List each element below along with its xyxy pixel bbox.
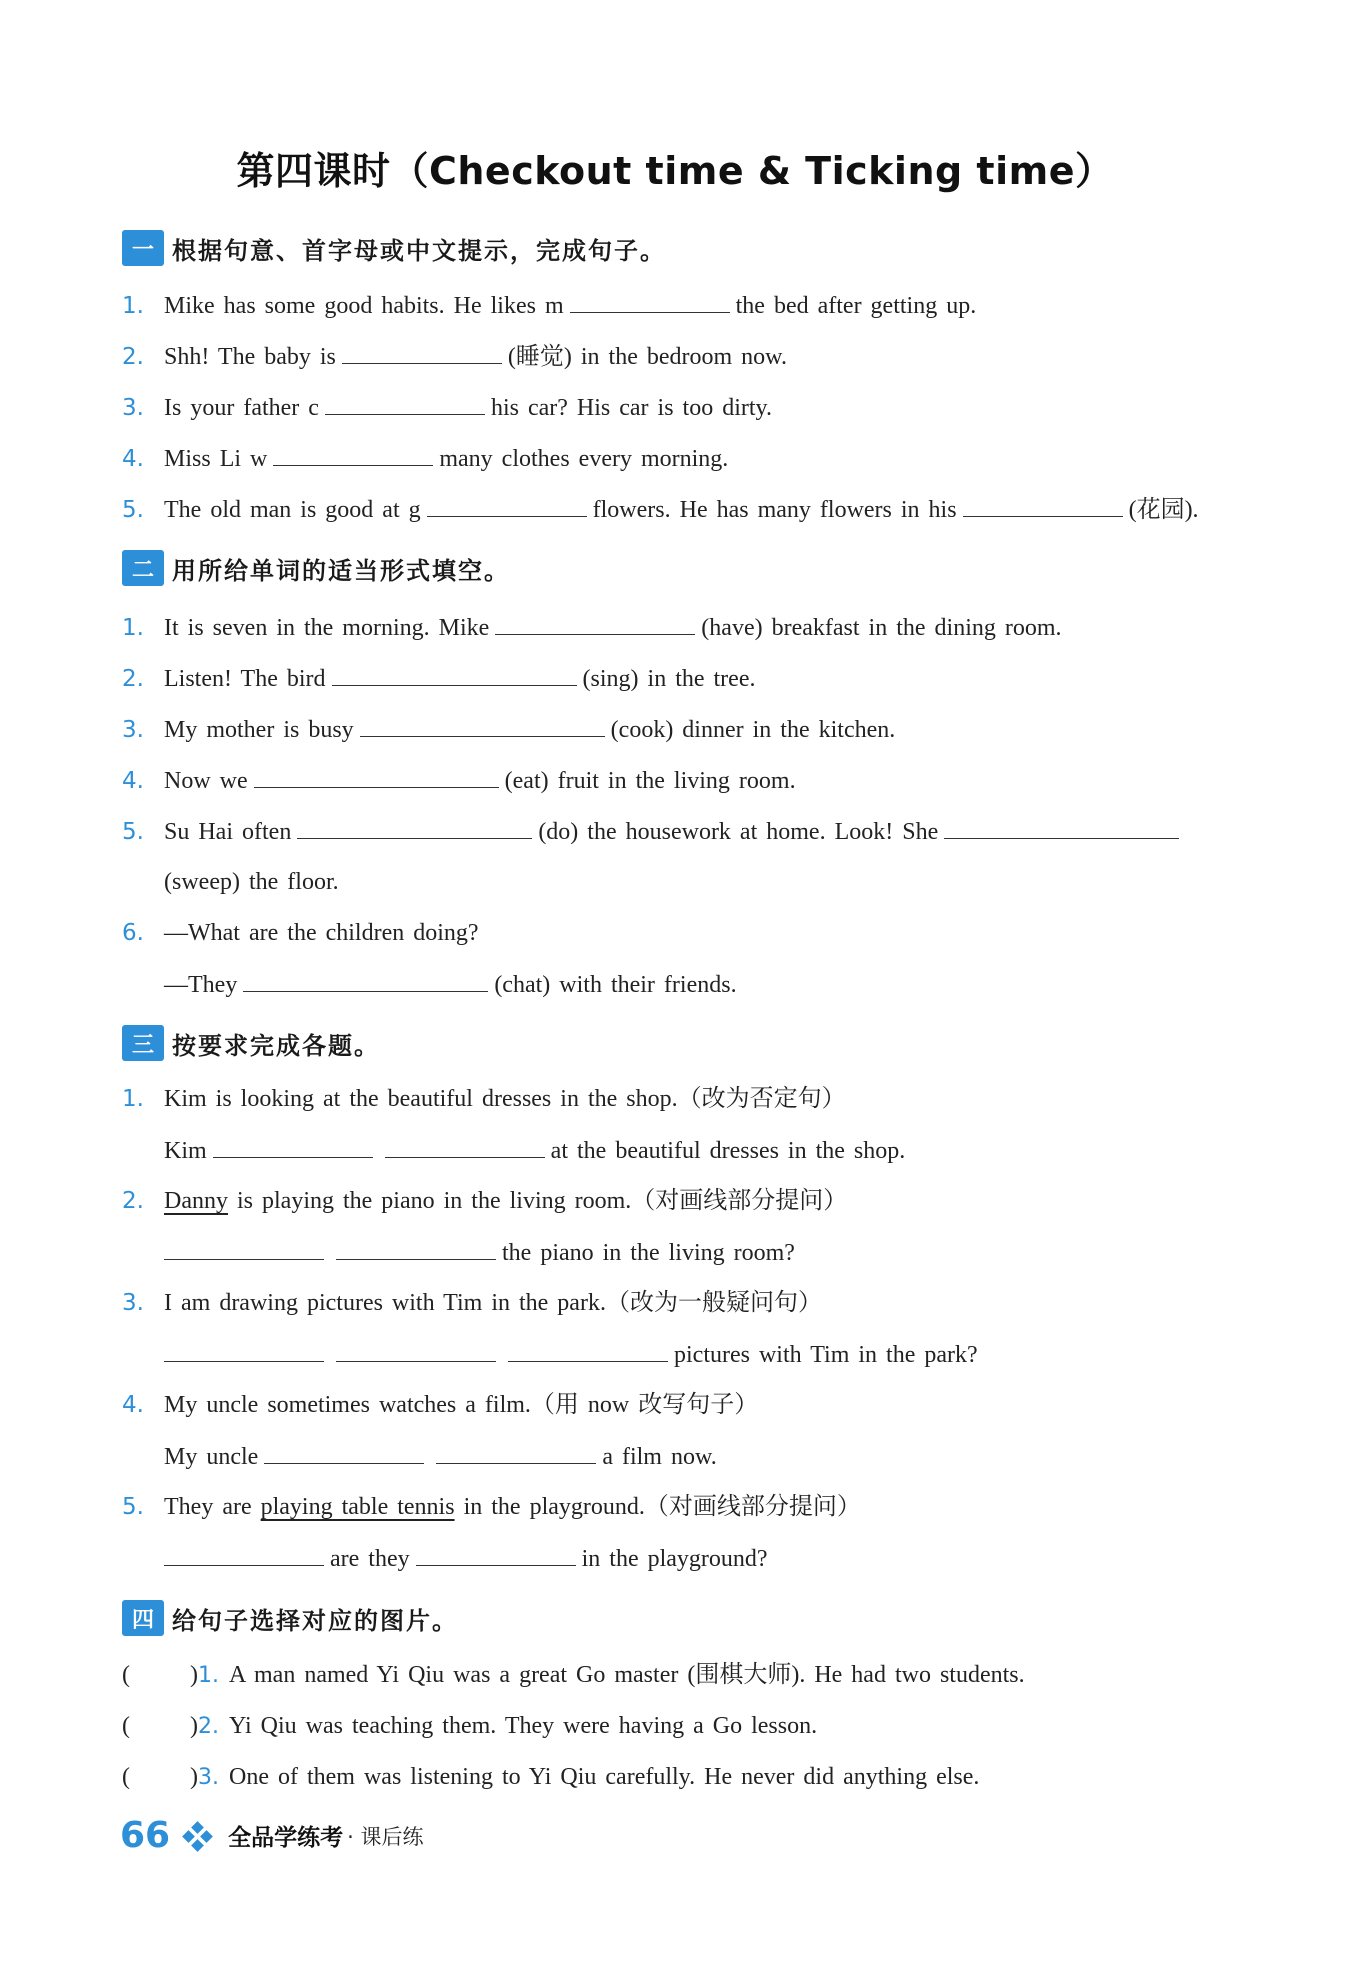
section-title: 给句子选择对应的图片。 [172,1606,458,1635]
s2-question-5-cont [164,867,1290,897]
question-number: 3. [122,395,144,421]
question-text: Su Hai often [164,819,292,845]
s2-question-2 [122,663,1290,694]
section-2-heading [122,550,510,586]
question-number: 2. [122,1188,144,1214]
answer-bracket-open[interactable]: ( [122,1713,130,1739]
question-text: (eat) fruit in the living room. [504,768,796,794]
s3-question-5-answer [164,1543,1290,1574]
question-number: 3. [122,717,144,743]
section-4-heading [122,1600,458,1636]
question-number: 5. [122,497,144,523]
question-text: (chat) with their friends. [494,972,737,998]
question-text: in the playground.（对画线部分提问） [463,1494,861,1520]
page-title: 第四课时（Checkout time & Ticking time） [236,149,1114,193]
question-text: It is seven in the morning. Mike [164,615,490,641]
question-number: 1. [122,1086,144,1112]
question-text: is playing the piano in the living room.（对画线部分提问） [236,1188,848,1214]
question-text: Mike has some good habits. He likes m [164,293,564,319]
answer-bracket-open[interactable]: ( [122,1764,130,1790]
answer-bracket-close: ) [190,1764,198,1790]
s2-question-4 [122,765,1290,796]
question-text: a film now. [602,1444,717,1470]
question-number: 1. [122,293,144,319]
answer-blank[interactable] [436,1441,596,1464]
answer-blank[interactable] [360,714,605,737]
question-text: My uncle [164,1444,259,1470]
question-number: 5. [122,819,144,845]
s2-question-5 [122,816,1290,847]
s1-question-5 [122,494,1290,525]
question-text: many clothes every morning. [439,446,729,472]
question-text: One of them was listening to Yi Qiu carefully. He never did anything else. [229,1764,980,1790]
s2-question-6-answer [164,969,1290,1000]
question-number: 3. [198,1765,219,1790]
s3-question-4 [122,1390,1290,1420]
question-text: his car? His car is too dirty. [490,395,772,421]
s4-question-2 [122,1711,1290,1742]
section-badge: 二 [122,550,164,586]
answer-blank[interactable] [213,1135,373,1158]
answer-blank[interactable] [164,1237,324,1260]
s2-question-6 [122,918,1290,948]
question-text: —What are the children doing? [164,920,479,946]
section-badge: 一 [122,230,164,266]
question-text: Listen! The bird [164,666,326,692]
question-text: A man named Yi Qiu was a great Go master (围棋大师). He had two students. [229,1662,1025,1688]
underlined-text: playing table tennis [260,1494,455,1520]
question-text: Shh! The baby is [164,344,336,370]
question-text: in the playground? [581,1546,768,1572]
s1-question-3 [122,392,1290,423]
s1-question-2 [122,341,1290,372]
answer-blank[interactable] [325,392,485,415]
question-text: —They [164,972,238,998]
question-text: Miss Li w [164,446,268,472]
question-text: Kim is looking at the beautiful dresses in the shop.（改为否定句） [164,1086,846,1112]
s2-question-3 [122,714,1290,745]
question-text: I am drawing pictures with Tim in the park.（改为一般疑问句） [164,1290,822,1316]
answer-blank[interactable] [297,816,532,839]
question-number: 4. [122,446,144,472]
section-title: 按要求完成各题。 [172,1031,380,1060]
answer-blank[interactable] [963,494,1123,517]
question-number: 4. [122,1392,144,1418]
question-number: 1. [122,615,144,641]
s3-question-1-answer [164,1135,1290,1166]
question-text: the bed after getting up. [735,293,977,319]
brand-subtitle: · 课后练 [347,1824,424,1849]
question-number: 2. [122,344,144,370]
question-number: 6. [122,920,144,946]
answer-blank[interactable] [508,1339,668,1362]
question-text: My mother is busy [164,717,354,743]
diamond-cluster-icon [184,1823,210,1849]
section-badge: 三 [122,1025,164,1061]
question-text: pictures with Tim in the park? [674,1342,978,1368]
answer-blank[interactable] [570,290,730,313]
question-number: 1. [198,1663,219,1688]
answer-blank[interactable] [273,443,433,466]
question-text: (do) the housework at home. Look! She [538,819,939,845]
question-text: are they [330,1546,410,1572]
s2-question-1 [122,612,1290,643]
s4-question-3 [122,1762,1290,1793]
answer-blank[interactable] [944,816,1179,839]
answer-blank[interactable] [164,1339,324,1362]
answer-blank[interactable] [342,341,502,364]
answer-blank[interactable] [495,612,695,635]
question-text: Is your father c [164,395,319,421]
answer-bracket-close: ) [190,1662,198,1688]
question-number: 2. [198,1714,219,1739]
question-text: They are [164,1494,252,1520]
question-number: 3. [122,1290,144,1316]
s4-question-1 [122,1660,1290,1691]
s3-question-5 [122,1492,1290,1522]
s1-question-1 [122,290,1290,321]
s3-question-1 [122,1084,1290,1114]
s1-question-4 [122,443,1290,474]
page-number: 66 [120,1815,171,1856]
s3-question-2-answer [164,1237,1290,1268]
answer-bracket-close: ) [190,1713,198,1739]
question-text: Now we [164,768,248,794]
s3-question-3-answer [164,1339,1290,1370]
answer-blank[interactable] [254,765,499,788]
answer-bracket-open[interactable]: ( [122,1662,130,1688]
section-title: 根据句意、首字母或中文提示，完成句子。 [172,236,666,265]
answer-blank[interactable] [164,1543,324,1566]
brand-name: 全品学练考 [228,1825,344,1851]
question-number: 4. [122,768,144,794]
question-text: My uncle sometimes watches a film.（用 now 改写句子） [164,1392,759,1418]
question-number: 2. [122,666,144,692]
answer-blank[interactable] [416,1543,576,1566]
question-text: the piano in the living room? [502,1240,795,1266]
section-3-heading [122,1025,380,1061]
question-text: (sweep) the floor. [164,869,339,895]
question-text: (cook) dinner in the kitchen. [610,717,896,743]
answer-blank[interactable] [336,1339,496,1362]
s3-question-4-answer [164,1441,1290,1472]
question-text: Yi Qiu was teaching them. They were having a Go lesson. [229,1713,818,1739]
question-text: Kim [164,1138,207,1164]
answer-blank[interactable] [336,1237,496,1260]
underlined-text: Danny [164,1188,228,1214]
question-text: at the beautiful dresses in the shop. [550,1138,906,1164]
question-text: (睡觉) in the bedroom now. [507,344,787,370]
answer-blank[interactable] [332,663,577,686]
question-number: 5. [122,1494,144,1520]
answer-blank[interactable] [243,969,488,992]
section-title: 用所给单词的适当形式填空。 [172,556,510,585]
question-text: (have) breakfast in the dining room. [701,615,1062,641]
section-1-heading [122,230,666,266]
question-text: (花园). [1128,497,1199,523]
page-footer [120,1815,423,1856]
s3-question-2 [122,1186,1290,1216]
s3-question-3 [122,1288,1290,1318]
question-text: (sing) in the tree. [582,666,756,692]
question-text: flowers. He has many flowers in his [592,497,957,523]
answer-blank[interactable] [264,1441,424,1464]
section-badge: 四 [122,1600,164,1636]
question-text: The old man is good at g [164,497,421,523]
answer-blank[interactable] [427,494,587,517]
answer-blank[interactable] [385,1135,545,1158]
